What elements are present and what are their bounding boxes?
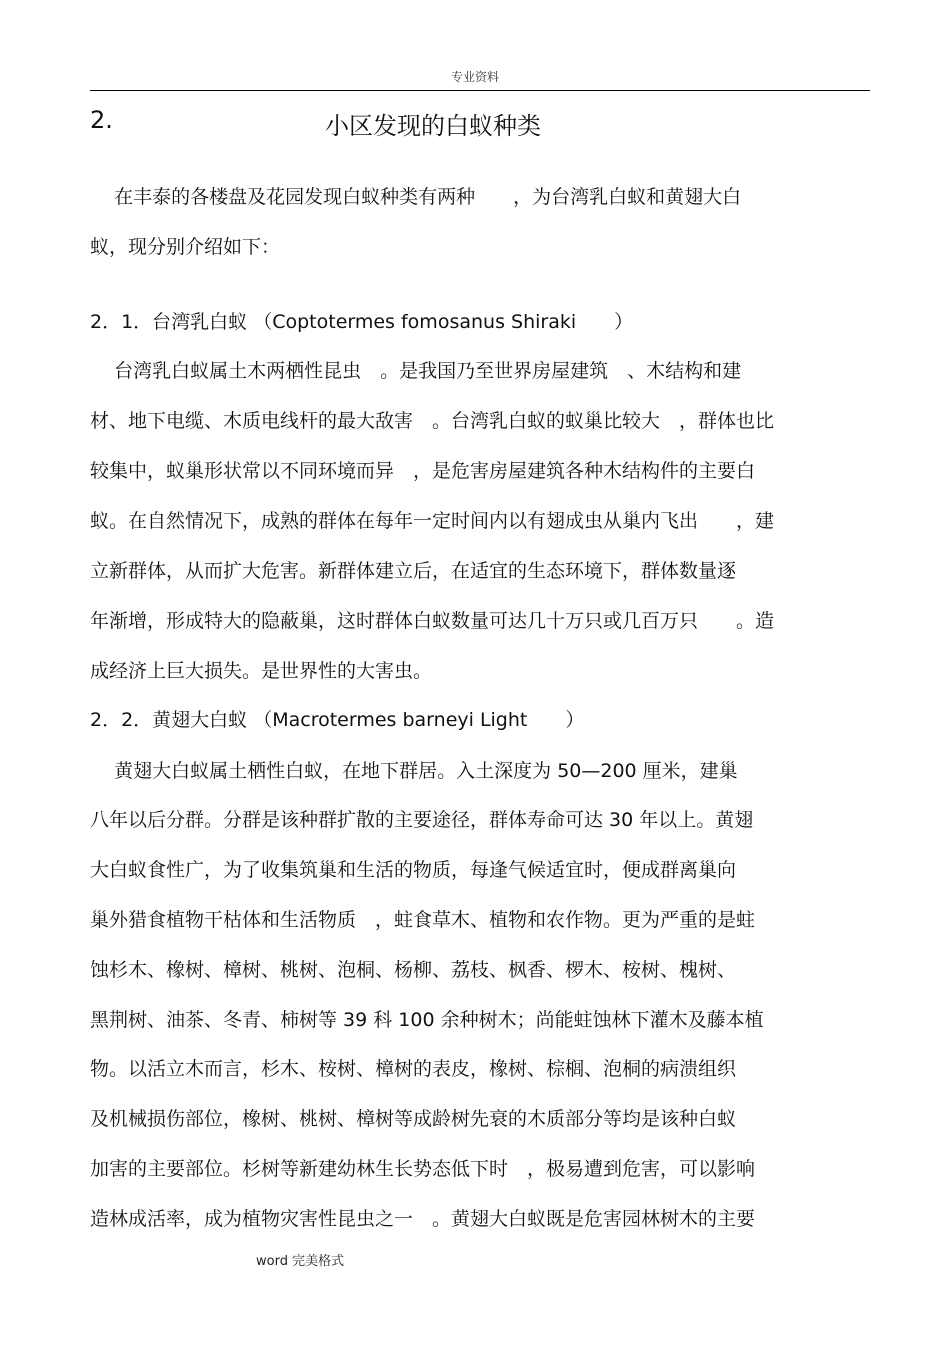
body-line: 较集中，蚁巢形状常以不同环境而异 ，是危害房屋建筑各种木结构件的主要白: [90, 460, 756, 482]
body-line: 蚀杉木、橡树、樟树、桃树、泡桐、杨柳、荔枝、枫香、椤木、桉树、槐树、: [90, 959, 737, 981]
body-line: 黄翅大白蚁属土栖性白蚁，在地下群居。入土深度为 50—200 厘米，建巢: [90, 760, 738, 782]
body-line: 大白蚁食性广，为了收集筑巢和生活的物质，每逢气候适宜时，便成群离巢向: [90, 859, 737, 881]
page-header-label: 专业资料: [450, 70, 499, 84]
body-line: 造林成活率，成为植物灾害性昆虫之一 。黄翅大白蚁既是危害园林树木的主要: [90, 1208, 756, 1230]
body-line: 成经济上巨大损失。是世界性的大害虫。: [90, 660, 433, 682]
body-line: 立新群体，从而扩大危害。新群体建立后，在适宜的生态环境下，群体数量逐: [90, 560, 737, 582]
header-divider: [90, 90, 870, 91]
body-line: 物。以活立木而言，杉木、桉树、樟树的表皮，橡树、棕榈、泡桐的病溃组织: [90, 1058, 737, 1080]
body-line: 巢外猎食植物干枯体和生活物质 ，蛀食草木、植物和农作物。更为严重的是蛀: [90, 909, 756, 931]
body-line: 在丰泰的各楼盘及花园发现白蚁种类有两种 ，为台湾乳白蚁和黄翅大白: [90, 186, 742, 208]
subsection-heading: 2．1．台湾乳白蚁 （Coptotermes fomosanus Shiraki ）: [90, 311, 634, 333]
body-line: 蚁。在自然情况下，成熟的群体在每年一定时间内以有翅成虫从巢内飞出 ，建: [90, 510, 775, 532]
body-line: 及机械损伤部位，橡树、桃树、樟树等成龄树先衰的木质部分等均是该种白蚁: [90, 1108, 737, 1130]
body-line: 蚁，现分别介绍如下：: [90, 236, 281, 258]
body-line: 材、地下电缆、木质电线杆的最大敌害 。台湾乳白蚁的蚁巢比较大 ，群体也比: [90, 410, 775, 432]
body-line: 加害的主要部位。杉树等新建幼林生长势态低下时 ，极易遭到危害，可以影响: [90, 1158, 756, 1180]
body-line: 台湾乳白蚁属土木两栖性昆虫 。是我国乃至世界房屋建筑 、木结构和建: [90, 360, 742, 382]
body-line: 年渐增，形成特大的隐蔽巢，这时群体白蚁数量可达几十万只或几百万只 。造: [90, 610, 775, 632]
body-line: 八年以后分群。分群是该种群扩散的主要途径，群体寿命可达 30 年以上。黄翅: [90, 809, 754, 831]
body-line: 黑荆树、油茶、冬青、柿树等 39 科 100 余种树木；尚能蛀蚀林下灌木及藤本植: [90, 1009, 764, 1031]
subsection-heading: 2．2．黄翅大白蚁 （Macrotermes barneyi Light ）: [90, 709, 585, 731]
section-title: 小区发现的白蚁种类: [325, 112, 541, 140]
page-footer-label: word 完美格式: [256, 1254, 345, 1269]
section-number: 2.: [90, 106, 113, 134]
